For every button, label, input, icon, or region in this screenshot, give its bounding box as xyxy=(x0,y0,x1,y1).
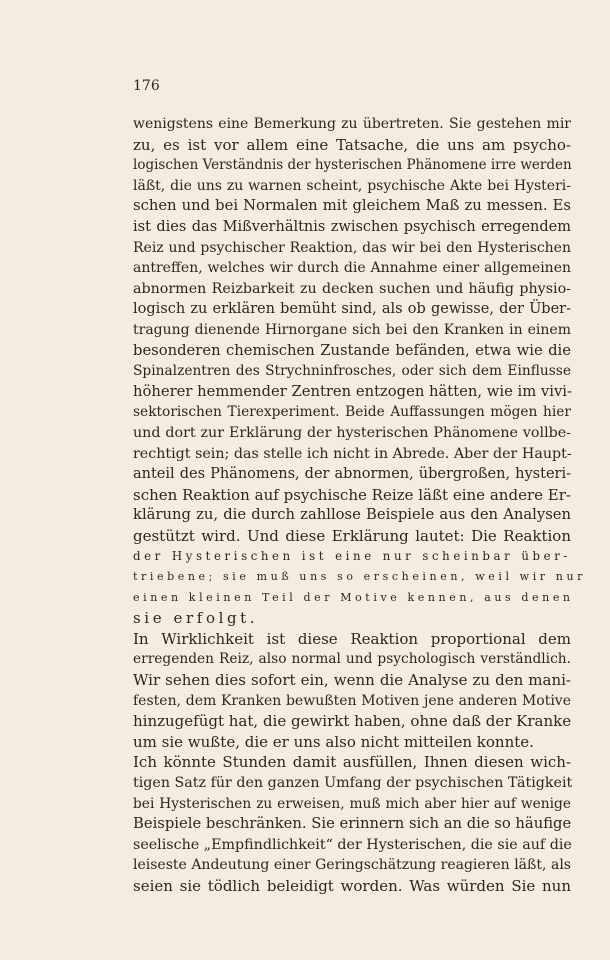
text-line: zu, es ist vor allem eine Tatsache, die uns am psycho- xyxy=(133,135,571,154)
text-line: abnormen Reizbarkeit zu decken suchen und häufig physio- xyxy=(133,280,571,297)
text-line: Reiz und psychischer Reaktion, das wir bei den Hysterischen xyxy=(133,239,571,256)
text-line: antreffen, welches wir durch die Annahme einer allgemeinen xyxy=(133,260,571,277)
text-line: Ich könnte Stunden damit ausfüllen, Ihnen diesen wich- xyxy=(133,753,571,772)
text-line: und dort zur Erklärung der hysterischen Phänomene vollbe- xyxy=(133,424,571,441)
text-line: wenigstens eine Bemerkung zu übertreten. Sie gestehen mir xyxy=(133,116,571,132)
text-line: klärung zu, die durch zahllose Beispiele aus den Analysen xyxy=(133,506,571,524)
page-number: 176 xyxy=(133,78,160,94)
text-line: Beispiele beschränken. Sie erinnern sich an die so häufige xyxy=(133,815,572,833)
text-line: Wir sehen dies sofort ein, wenn die Analyse zu den mani- xyxy=(133,671,571,690)
text-line: logisch zu erklären bemüht sind, als ob gewisse, der Über- xyxy=(133,301,571,318)
text-line: leiseste Andeutung einer Geringschätzung reagieren läßt, als xyxy=(133,857,571,874)
text-line: triebene; sie muß uns so erscheinen, weil wir nur xyxy=(133,570,586,584)
text-line: seien sie tödlich beleidigt worden. Was würden Sie nun xyxy=(133,876,571,895)
text-line: In Wirklichkeit ist diese Reaktion proportional dem xyxy=(133,629,571,648)
text-line: Spinalzentren des Strychninfrosches, oder sich dem Einflusse xyxy=(133,363,571,380)
text-line: sie erfolgt. xyxy=(133,609,259,628)
text-line: tragung dienende Hirnorgane sich bei den Kranken in einem xyxy=(133,321,571,338)
text-line: der Hysterischen ist eine nur scheinbar über- xyxy=(133,549,571,564)
text-line: seelische „Empfindlichkeit“ der Hysterischen, die sie auf die xyxy=(133,836,572,853)
text-line: erregenden Reiz, also normal und psychologisch verständlich. xyxy=(133,651,571,668)
text-line: festen, dem Kranken bewußten Motiven jene anderen Motive xyxy=(133,692,571,709)
text-line: besonderen chemischen Zustande befänden, etwa wie die xyxy=(133,341,571,359)
text-line: ist dies das Mißverhältnis zwischen psychisch erregendem xyxy=(133,218,571,235)
text-line: läßt, die uns zu warnen scheint, psychische Akte bei Hysteri- xyxy=(133,177,571,194)
text-line: gestützt wird. Und diese Erklärung lautet: Die Reaktion xyxy=(133,526,571,545)
text-line: rechtigt sein; das stelle ich nicht in Abrede. Aber der Haupt- xyxy=(133,445,572,462)
text-line: hinzugefügt hat, die gewirkt haben, ohne daß der Kranke xyxy=(133,712,572,731)
text-line: tigen Satz für den ganzen Umfang der psychischen Tätigkeit xyxy=(133,775,573,791)
text-line: schen und bei Normalen mit gleichem Maß zu messen. Es xyxy=(133,197,571,215)
text-line: einen kleinen Teil der Motive kennen, aus denen xyxy=(133,590,574,604)
text-line: anteil des Phänomens, der abnormen, übergroßen, hysteri- xyxy=(133,466,571,483)
text-line: sektorischen Tierexperiment. Beide Auffassungen mögen hier xyxy=(133,404,571,421)
text-line: schen Reaktion auf psychische Reize läßt eine andere Er- xyxy=(133,485,571,504)
text-line: logischen Verständnis der hysterischen Phänomene irre werden xyxy=(133,157,572,174)
text-line: höherer hemmender Zentren entzogen hätten, wie im vivi- xyxy=(133,382,572,400)
body-text xyxy=(133,114,586,897)
text-line: bei Hysterischen zu erweisen, muß mich aber hier auf wenige xyxy=(133,795,571,812)
text-line: um sie wußte, die er uns also nicht mitteilen konnte. xyxy=(133,732,534,751)
